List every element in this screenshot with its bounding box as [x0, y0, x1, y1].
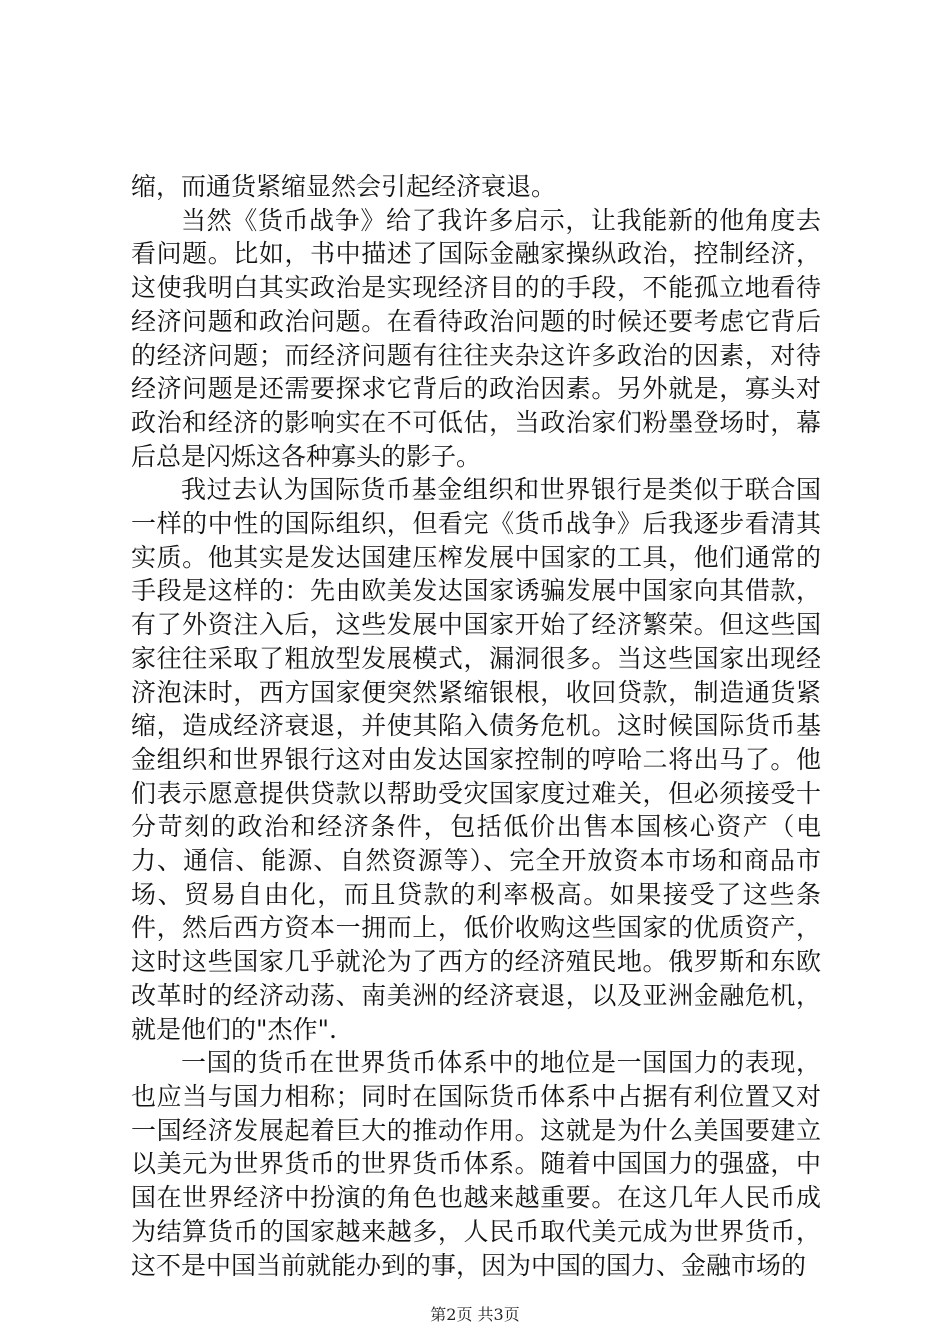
page-number-label: 第2页 共3页	[430, 1305, 520, 1324]
paragraph-1: 缩，而通货紧缩显然会引起经济衰退。	[131, 172, 557, 201]
paragraph-4: 一国的货币在世界货币体系中的地位是一国国力的表现，也应当与国力相称；同时在国际货币体系中占据有利位置又对一国经济发展起着巨大的推动作用。这就是为什么美国要建立以美元为世界货币的世界货币体系。随着中国国力的强盛，中国在世界经济中扮演的角色也越来越重要。在这几年人民币成为结算货币的国家越来越多，人民币取代美元成为世界货币，这不是中国当前就能办到的事，因为中国的国力、金融市场的	[131, 1048, 821, 1280]
paragraph-3: 我过去认为国际货币基金组织和世界银行是类似于联合国一样的中性的国际组织，但看完《货币战争》后我逐步看清其实质。他其实是发达国建压榨发展中国家的工具，他们通常的手段是这样的：先由欧美发达国家诱骗发展中国家向其借款，有了外资注入后，这些发展中国家开始了经济繁荣。但这些国家往往采取了粗放型发展模式，漏洞很多。当这些国家出现经济泡沫时，西方国家便突然紧缩银根，收回贷款，制造通货紧缩，造成经济衰退，并使其陷入债务危机。这时候国际货币基金组织和世界银行这对由发达国家控制的哼哈二将出马了。他们表示愿意提供贷款以帮助受灾国家度过难关，但必须接受十分苛刻的政治和经济条件，包括低价出售本国核心资产（电力、通信、能源、自然资源等）、完全开放资本市场和商品市场、贸易自由化，而且贷款的利率极高。如果接受了这些条件，然后西方资本一拥而上，低价收购这些国家的优质资产，这时这些国家几乎就沦为了西方的经济殖民地。俄罗斯和东欧改革时的经济动荡、南美洲的经济衰退，以及亚洲金融危机，就是他们的"杰作".	[131, 475, 821, 1044]
page-footer	[0, 1302, 950, 1325]
document-body	[131, 170, 821, 1282]
paragraph-2: 当然《货币战争》给了我许多启示，让我能新的他角度去看问题。比如，书中描述了国际金融家操纵政治，控制经济，这使我明白其实政治是实现经济目的的手段，不能孤立地看待经济问题和政治问题。在看待政治问题的时候还要考虑它背后的经济问题；而经济问题有往往夹杂这许多政治的因素，对待经济问题是还需要探求它背后的政治因素。另外就是，寡头对政治和经济的影响实在不可低估，当政治家们粉墨登场时，幕后总是闪烁这各种寡头的影子。	[131, 205, 821, 471]
